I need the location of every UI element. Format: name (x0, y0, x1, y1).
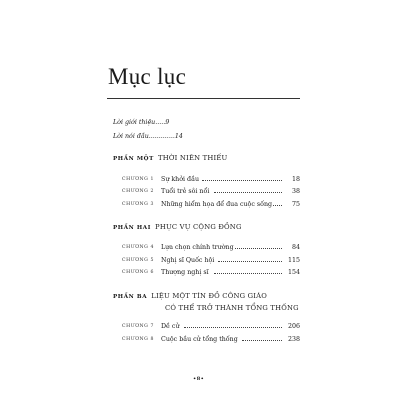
page-title: Mục lục (108, 64, 187, 89)
leader-dots (214, 192, 282, 193)
chapter-name: Những hiểm họa để đua cuộc sống (161, 201, 273, 208)
part-heading-2[interactable] (113, 223, 242, 231)
chapter-row-7[interactable] (122, 322, 300, 331)
chapter-row-8[interactable] (122, 335, 300, 344)
chapter-row-1[interactable] (122, 175, 300, 184)
chapter-number: CHƯƠNG 6 (122, 270, 155, 275)
part-title: PHỤC VỤ CỘNG ĐỒNG (155, 223, 242, 231)
chapter-name: Lựa chọn chính trường (161, 244, 234, 251)
chapter-page: 154 (287, 269, 300, 276)
chapter-page: 84 (291, 244, 300, 251)
chapter-number: CHƯƠNG 7 (122, 324, 155, 329)
part-heading-3[interactable] (113, 292, 267, 300)
intro-entry-foreword[interactable] (113, 119, 169, 126)
chapter-name: Dề cử (161, 323, 180, 330)
part-title-line2: CÓ THỂ TRỞ THÀNH TỔNG THỐNG (165, 304, 299, 312)
page-number: •8• (193, 376, 205, 382)
chapter-name: Thượng nghị sĩ (161, 269, 209, 276)
chapter-row-2[interactable] (122, 187, 300, 196)
chapter-number: CHƯƠNG 4 (122, 245, 155, 250)
intro-entry-preface[interactable] (113, 133, 183, 140)
leader-dots (218, 261, 282, 262)
chapter-row-3[interactable] (122, 200, 300, 209)
leader-dots (214, 273, 282, 274)
intro-page: 9 (165, 119, 170, 126)
chapter-name: Tuổi trẻ sôi nổi (161, 188, 210, 195)
chapter-name: Cuộc bầu cử tổng thống (161, 336, 238, 343)
chapter-row-6[interactable] (122, 268, 300, 277)
intro-page: 14 (174, 133, 183, 140)
chapter-number: CHƯƠNG 2 (122, 189, 155, 194)
chapter-page: 206 (287, 323, 300, 330)
leader-dots (202, 180, 282, 181)
chapter-page: 238 (287, 336, 300, 343)
chapter-name: Sự khởi đầu (161, 176, 199, 183)
intro-dots: ............. (148, 133, 175, 140)
chapter-number: CHƯƠNG 8 (122, 337, 155, 342)
chapter-number: CHƯƠNG 1 (122, 177, 155, 182)
chapter-number: CHƯƠNG 5 (122, 258, 155, 263)
chapter-page: 38 (291, 188, 300, 195)
intro-dots: ..... (155, 119, 166, 126)
leader-dots (234, 248, 282, 249)
intro-label: Lời giới thiệu (113, 119, 156, 126)
chapter-row-4[interactable] (122, 243, 300, 252)
chapter-row-5[interactable] (122, 256, 300, 265)
part-label: PHẦN MỘT (113, 156, 154, 162)
part-label: PHẦN BA (113, 294, 148, 300)
part-title: LIỆU MỘT TÍN ĐỒ CÔNG GIÁO (151, 292, 268, 300)
part-label: PHẦN HAI (113, 225, 151, 231)
intro-label: Lời nói đầu (113, 133, 149, 140)
chapter-name: Nghị sĩ Quốc hội (161, 257, 215, 264)
part-heading-1[interactable] (113, 154, 227, 162)
leader-dots (184, 327, 282, 328)
chapter-number: CHƯƠNG 3 (122, 202, 155, 207)
chapter-page: 75 (291, 201, 300, 208)
part-title: THỜI NIÊN THIẾU (158, 154, 228, 162)
title-rule (107, 98, 300, 99)
chapter-page: 18 (291, 176, 300, 183)
leader-dots (242, 340, 282, 341)
chapter-page: 115 (287, 257, 300, 264)
